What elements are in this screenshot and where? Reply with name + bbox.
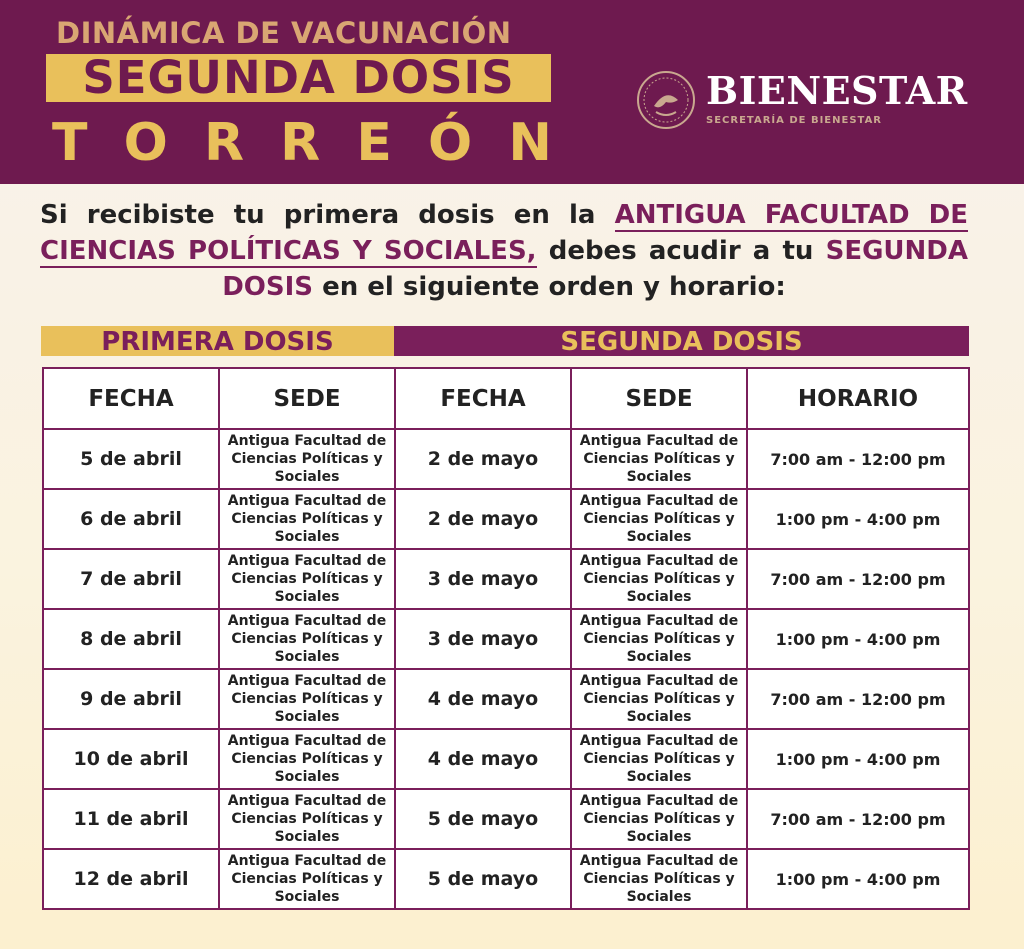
campaign-title: DINÁMICA DE VACUNACIÓN xyxy=(56,16,512,50)
column-header: SEDE xyxy=(571,368,747,429)
column-header: SEDE xyxy=(219,368,395,429)
table-row xyxy=(43,489,969,549)
city-letter: R xyxy=(203,113,245,173)
second-dose-venue-cell: Antigua Facultad de Ciencias Políticas y Sociales xyxy=(571,429,747,489)
first-dose-date-cell: 12 de abril xyxy=(43,849,219,909)
city-letter: T xyxy=(52,113,88,173)
schedule-time-cell: 1:00 pm - 4:00 pm xyxy=(747,489,969,549)
intro-text xyxy=(40,197,968,305)
table-row xyxy=(43,789,969,849)
second-dose-date-cell: 4 de mayo xyxy=(395,729,571,789)
city-letter: Ó xyxy=(428,113,473,173)
schedule-time-cell: 1:00 pm - 4:00 pm xyxy=(747,609,969,669)
coat-of-arms-seal-icon xyxy=(636,70,696,130)
first-dose-venue-cell: Antigua Facultad de Ciencias Políticas y Sociales xyxy=(219,669,395,729)
first-dose-venue-cell: Antigua Facultad de Ciencias Políticas y Sociales xyxy=(219,849,395,909)
city-letter: N xyxy=(508,113,552,173)
header-banner xyxy=(0,0,1024,184)
second-dose-date-cell: 5 de mayo xyxy=(395,789,571,849)
second-dose-venue-cell: Antigua Facultad de Ciencias Políticas y Sociales xyxy=(571,549,747,609)
first-dose-date-cell: 6 de abril xyxy=(43,489,219,549)
table-body xyxy=(43,429,969,909)
intro-part1: Si recibiste tu primera dosis en la xyxy=(40,200,615,230)
column-header: HORARIO xyxy=(747,368,969,429)
first-dose-venue-cell: Antigua Facultad de Ciencias Políticas y Sociales xyxy=(219,609,395,669)
column-header: FECHA xyxy=(43,368,219,429)
city-title xyxy=(52,113,552,173)
second-dose-date-cell: 2 de mayo xyxy=(395,489,571,549)
first-dose-date-cell: 10 de abril xyxy=(43,729,219,789)
table-row xyxy=(43,849,969,909)
first-dose-venue-cell: Antigua Facultad de Ciencias Políticas y Sociales xyxy=(219,489,395,549)
second-dose-header: SEGUNDA DOSIS xyxy=(394,326,969,356)
schedule-time-cell: 1:00 pm - 4:00 pm xyxy=(747,729,969,789)
second-dose-venue-cell: Antigua Facultad de Ciencias Políticas y Sociales xyxy=(571,849,747,909)
schedule-table xyxy=(42,367,970,910)
intro-part2: debes acudir a tu xyxy=(536,236,826,266)
table-row xyxy=(43,729,969,789)
schedule-time-cell: 7:00 am - 12:00 pm xyxy=(747,429,969,489)
first-dose-date-cell: 11 de abril xyxy=(43,789,219,849)
column-header: FECHA xyxy=(395,368,571,429)
table-row xyxy=(43,549,969,609)
intro-place: ANTIGUA FACULTAD DE CIENCIAS POLÍTICAS Y SOCIALES, xyxy=(40,200,969,266)
table-row xyxy=(43,609,969,669)
first-dose-venue-cell: Antigua Facultad de Ciencias Políticas y Sociales xyxy=(219,429,395,489)
second-dose-venue-cell: Antigua Facultad de Ciencias Políticas y Sociales xyxy=(571,669,747,729)
schedule-time-cell: 1:00 pm - 4:00 pm xyxy=(747,849,969,909)
second-dose-date-cell: 3 de mayo xyxy=(395,609,571,669)
schedule-time-cell: 7:00 am - 12:00 pm xyxy=(747,549,969,609)
second-dose-date-cell: 4 de mayo xyxy=(395,669,571,729)
second-dose-venue-cell: Antigua Facultad de Ciencias Políticas y Sociales xyxy=(571,789,747,849)
city-letter: R xyxy=(280,113,321,173)
schedule-time-cell: 7:00 am - 12:00 pm xyxy=(747,789,969,849)
city-letter: O xyxy=(123,113,168,173)
second-dose-date-cell: 5 de mayo xyxy=(395,849,571,909)
brand-name: BIENESTAR xyxy=(706,68,968,113)
second-dose-date-cell: 3 de mayo xyxy=(395,549,571,609)
first-dose-header: PRIMERA DOSIS xyxy=(41,326,394,356)
table-row xyxy=(43,429,969,489)
table-header-row xyxy=(43,368,969,429)
first-dose-date-cell: 9 de abril xyxy=(43,669,219,729)
second-dose-venue-cell: Antigua Facultad de Ciencias Políticas y Sociales xyxy=(571,489,747,549)
first-dose-venue-cell: Antigua Facultad de Ciencias Políticas y Sociales xyxy=(219,729,395,789)
schedule-time-cell: 7:00 am - 12:00 pm xyxy=(747,669,969,729)
first-dose-venue-cell: Antigua Facultad de Ciencias Políticas y Sociales xyxy=(219,549,395,609)
schedule-table-wrap xyxy=(42,367,968,910)
first-dose-date-cell: 8 de abril xyxy=(43,609,219,669)
first-dose-date-cell: 5 de abril xyxy=(43,429,219,489)
brand-subtitle: SECRETARÍA DE BIENESTAR xyxy=(706,115,883,126)
second-dose-date-cell: 2 de mayo xyxy=(395,429,571,489)
intro-dose: SEGUNDA DOSIS xyxy=(222,236,968,302)
intro-part3: en el siguiente orden y horario: xyxy=(313,272,786,302)
city-letter: E xyxy=(356,113,392,173)
second-dose-venue-cell: Antigua Facultad de Ciencias Políticas y Sociales xyxy=(571,609,747,669)
first-dose-date-cell: 7 de abril xyxy=(43,549,219,609)
table-row xyxy=(43,669,969,729)
first-dose-venue-cell: Antigua Facultad de Ciencias Políticas y Sociales xyxy=(219,789,395,849)
second-dose-venue-cell: Antigua Facultad de Ciencias Políticas y Sociales xyxy=(571,729,747,789)
dose-title: SEGUNDA DOSIS xyxy=(46,54,551,102)
